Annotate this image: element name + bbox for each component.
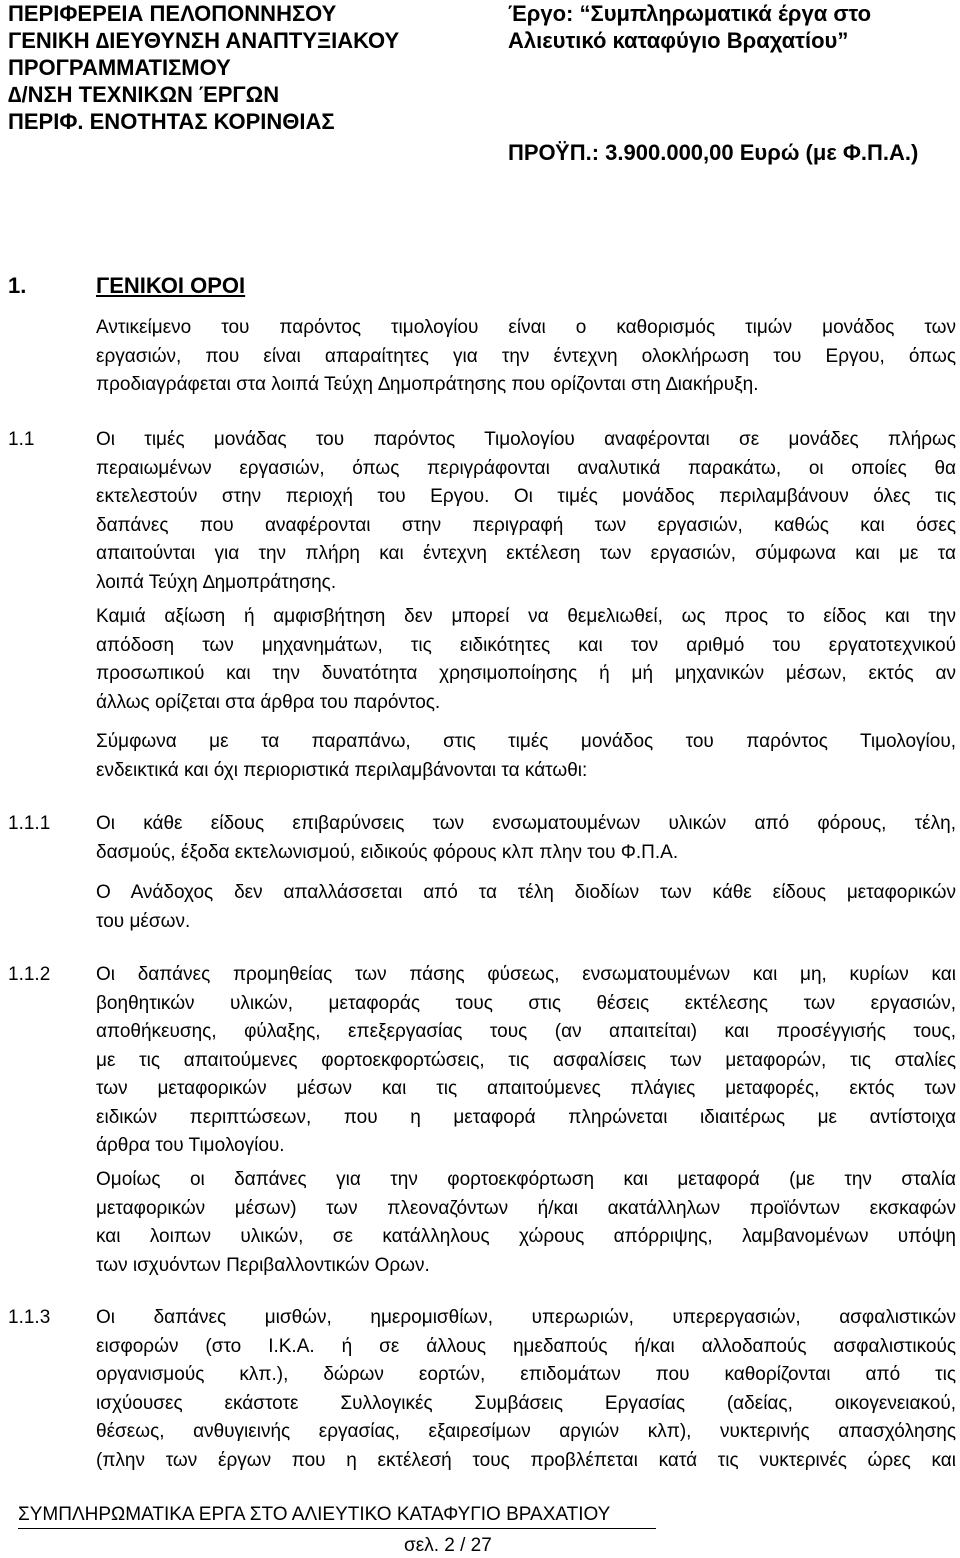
budget-line: ΠΡΟΫΠ.: 3.900.000,00 Ευρώ (με Φ.Π.Α.) [508,140,919,165]
text-line: απόδοση των μηχανημάτων, τις ειδικότητες και τον αριθμό του εργατοτεχνικού [96,634,956,656]
text-line: προδιαγράφεται στα λοιπά Τεύχη ∆ημοπράτησης που ορίζονται στη ∆ιακήρυξη. [96,374,759,395]
text-line: μεταφορικών μέσων) των πλεοναζόντων ή/και ακατάλληλων προϊόντων εκσκαφών [96,1197,956,1219]
text-line: (πλην των έργων που η εκτέλεσή τους προβλέπεται κατά τις νυκτερινές ώρες και [96,1449,956,1471]
section-number: 1. [8,273,27,298]
text-line: Οι κάθε είδους επιβαρύνσεις των ενσωματουμένων υλικών από φόρους, τέλη, [96,813,956,834]
text-line: εισφορών (στο Ι.Κ.Α. ή σε άλλους ημεδαπούς ή/και αλλοδαπούς ασφαλιστικούς [96,1335,956,1357]
text-line: άλλως ορίζεται στα άρθρα του παρόντος. [96,691,441,713]
text-line: δαπάνες που αναφέρονται στην περιγραφή των εργασιών, καθώς και όσες [96,514,956,536]
text-line: δασμούς, έξοδα εκτελωνισμού, ειδικούς φόρους κλπ πλην του Φ.Π.Α. [96,841,679,863]
project-title-block [508,0,948,54]
issuer-line: ΠΕΡΙΦ. ΕΝΟΤΗΤΑΣ ΚΟΡΙΝΘΙΑΣ [8,109,335,134]
clause-paragraph [96,961,956,1161]
text-line: Οι τιμές μονάδας του παρόντος Τιμολογίου αναφέρονται σε μονάδες πλήρως [96,429,956,450]
clause-number: 1.1 [8,429,35,450]
text-line: Ο Ανάδοχος δεν απαλλάσσεται από τα τέλη διοδίων των κάθε είδους μεταφορικών [96,882,956,903]
section-title: ΓΕΝΙΚΟΙ ΟΡΟΙ [96,273,246,298]
text-line: βοηθητικών υλικών, μεταφοράς τους στις θέσεις εκτέλεσης των εργασιών, [96,992,956,1014]
text-line: περαιωμένων εργασιών, όπως περιγράφονται αναλυτικά παρακάτω, οι οποίες θα [96,457,956,479]
text-line: με τις απαιτούμενες φορτοεκφορτώσεις, τις ασφαλίσεις των μεταφορών, τις σταλίες [96,1049,956,1071]
issuer-line: ΓΕΝΙΚΗ ∆ΙΕΥΘΥΝΣΗ ΑΝΑΠΤΥΞΙΑΚΟΥ [8,28,400,53]
text-line: προσωπικού και την δυνατότητα χρησιμοποίησης ή μή μηχανικών μέσων, εκτός αν [96,663,956,684]
project-title-line: Αλιευτικό καταφύγιο Βραχατίου” [508,28,849,53]
text-line: Οι δαπάνες προμηθείας των πάσης φύσεως, ενσωματουμένων και μη, κυρίων και [96,964,956,985]
clause-paragraph [96,879,956,936]
clause-number: 1.1.2 [8,964,51,985]
issuer-block [8,0,488,135]
text-line: Καμιά αξίωση ή αμφισβήτηση δεν μπορεί να θεμελιωθεί, ως προς το είδος και την [96,606,956,627]
text-line: άρθρα του Τιμολογίου. [96,1135,285,1156]
issuer-line: ∆/ΝΣΗ ΤΕΧΝΙΚΩΝ ΈΡΓΩΝ [8,82,280,107]
clause-paragraph [96,728,956,785]
clause-paragraph [96,1304,956,1475]
text-line: ενδεικτικά και όχι περιοριστικά περιλαμβάνονται τα κάτωθι: [96,759,588,781]
text-line: εκτελεστούν στην περιοχή του Εργου. Οι τιμές μονάδος περιλαμβάνουν όλες τις [96,486,956,507]
text-line: ειδικών περιπτώσεων, που η μεταφορά πληρώνεται ιδιαιτέρως με αντίστοιχα [96,1106,956,1128]
text-line: Σύμφωνα με τα παραπάνω, στις τιμές μονάδος του παρόντος Τιμολογίου, [96,731,956,752]
section-heading [8,272,245,299]
text-line: του μέσων. [96,910,191,932]
clause-number: 1.1.3 [8,1307,51,1328]
intro-paragraph [96,314,956,400]
text-line: εργασιών, που είναι απαραίτητες για την έντεχνη ολοκλήρωση του Εργου, όπως [96,345,956,367]
page-number: σελ. 2 / 27 [404,1535,492,1556]
text-line: ισχύουσες εκάστοτε Συλλογικές Συμβάσεις Εργασίας (αδείας, οικογενειακού, [96,1392,956,1414]
clause-paragraph [96,603,956,717]
project-title-line: Έργο: “Συμπληρωματικά έργα στο [508,1,872,26]
text-line: οργανισμούς κλπ.), δώρων εορτών, επιδομάτων που καθορίζονται από τις [96,1364,956,1385]
text-line: των μεταφορικών μέσων και τις απαιτούμενες πλάγιες μεταφορές, εκτός των [96,1078,956,1099]
text-line: και λοιπων υλικών, σε κατάλληλους χώρους απόρριψης, λαμβανομένων υπόψη [96,1226,956,1247]
text-line: θέσεως, ανθυγιεινής εργασίας, εξαιρεσίμων αργιών κλπ), νυκτερινής απασχόλησης [96,1421,956,1442]
text-line: λοιπά Τεύχη ∆ημοπράτησης. [96,571,337,593]
issuer-line: ΠΡΟΓΡΑΜΜΑΤΙΣΜΟΥ [8,55,231,80]
footer-title: ΣΥΜΠΛΗΡΩΜΑΤΙΚΑ ΕΡΓΑ ΣΤΟ ΑΛΙΕΥΤΙΚΟ ΚΑΤΑΦΥΓΙΟ ΒΡΑΧΑΤΙΟΥ [18,1504,611,1525]
clause-paragraph [96,1166,956,1280]
text-line: Ομοίως οι δαπάνες για την φορτοεκφόρτωση και μεταφορά (με την σταλία [96,1169,956,1190]
text-line: απαιτούνται για την πλήρη και έντεχνη εκτέλεση των εργασιών, σύμφωνα και με τα [96,543,956,564]
text-line: αποθήκευσης, φύλαξης, επεξεργασίας τους (αν απαιτείται) και προσέγγισής τους, [96,1021,956,1042]
clause-paragraph [96,810,956,867]
footer-divider [18,1528,656,1529]
clause-number: 1.1.1 [8,813,51,834]
text-line: Αντικείμενο του παρόντος τιμολογίου είναι ο καθορισμός τιμών μονάδος των [96,317,956,338]
text-line: Οι δαπάνες μισθών, ημερομισθίων, υπερωριών, υπερεργασιών, ασφαλιστικών [96,1307,956,1328]
issuer-line: ΠΕΡΙΦΕΡΕΙΑ ΠΕΛΟΠΟΝΝΗΣΟΥ [8,1,337,26]
clause-paragraph [96,426,956,597]
text-line: των ισχυόντων Περιβαλλοντικών Ορων. [96,1254,430,1276]
